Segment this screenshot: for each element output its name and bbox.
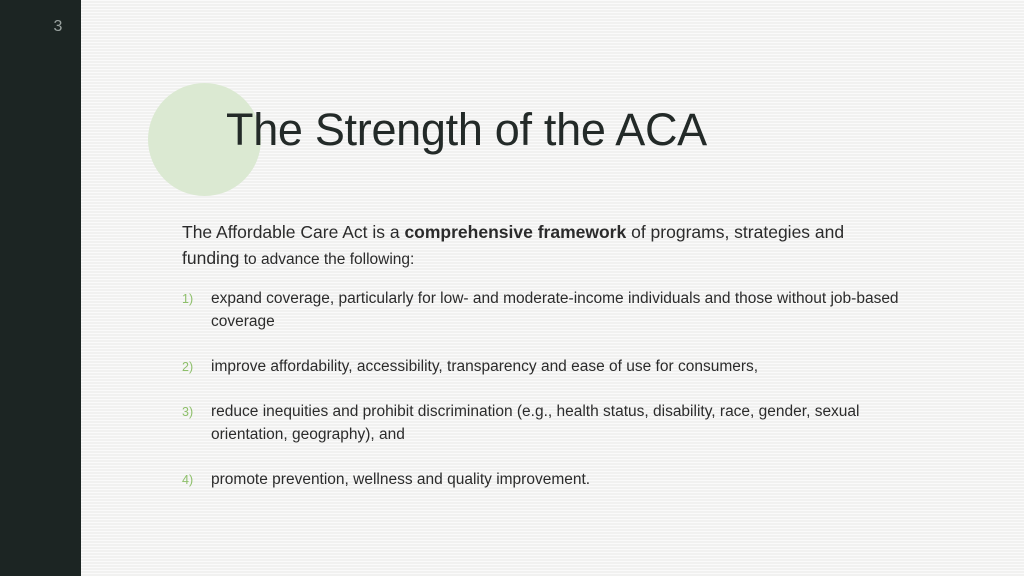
sidebar <box>0 0 81 576</box>
list-item <box>182 400 902 446</box>
list-item <box>182 468 902 491</box>
intro-paragraph <box>182 219 902 273</box>
list-item-text: improve affordability, accessibility, transparency and ease of use for consumers, <box>211 358 759 375</box>
list-item <box>182 287 902 333</box>
intro-emphasis: comprehensive framework <box>404 222 627 242</box>
list-item-text: promote prevention, wellness and quality improvement. <box>211 471 591 488</box>
list-item <box>182 355 902 378</box>
list-marker: 1) <box>182 292 194 306</box>
intro-tail: to advance the following: <box>239 251 415 268</box>
intro-middle: of programs, strategies and funding <box>182 222 845 268</box>
list-marker: 4) <box>182 473 194 487</box>
intro-lead: The Affordable Care Act is a <box>182 222 405 242</box>
slide-title: The Strength of the ACA <box>226 104 707 155</box>
list-marker: 2) <box>182 360 194 374</box>
goals-list <box>182 287 902 513</box>
slide-number: 3 <box>53 18 63 35</box>
list-marker: 3) <box>182 405 194 419</box>
list-item-text: expand coverage, particularly for low- and moderate-income individuals and those without job-based coverage <box>211 290 899 330</box>
list-item-text: reduce inequities and prohibit discrimination (e.g., health status, disability, race, gender, sexual orientation, geography), and <box>211 403 860 443</box>
